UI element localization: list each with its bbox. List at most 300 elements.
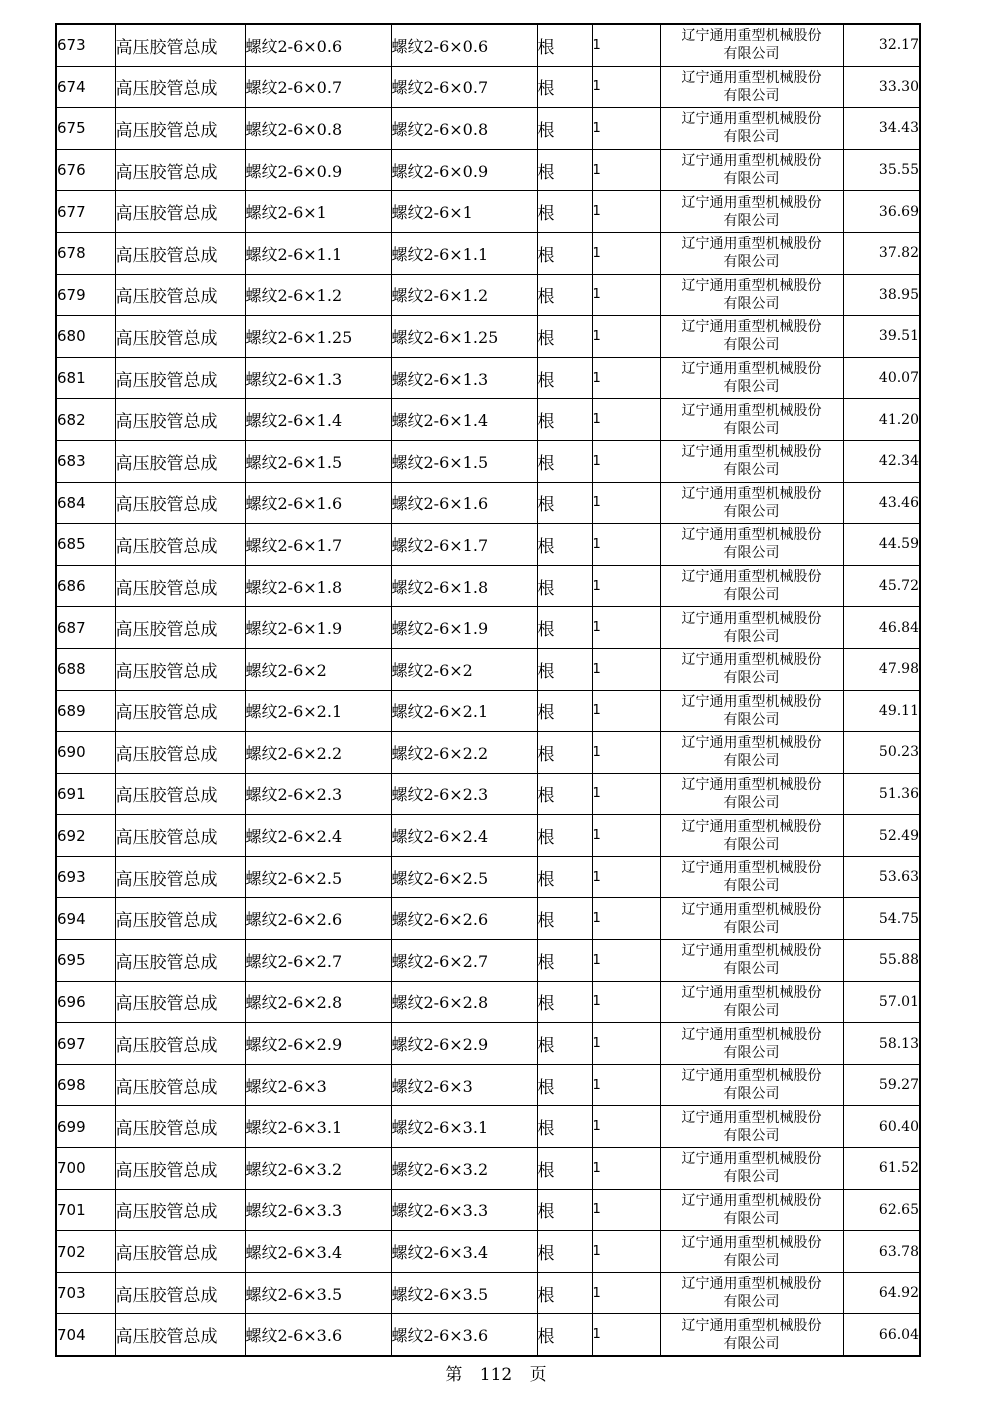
supplier-cell: [660, 399, 843, 441]
unit-price-cell: 57.01: [843, 981, 920, 1023]
unit-cell: 根: [537, 149, 592, 191]
model-cell: 螺纹2-6×1.2: [391, 274, 537, 316]
supplier-line: 有限公司: [723, 87, 780, 104]
supplier-cell: [660, 1314, 843, 1356]
footer-prefix: 第: [445, 1365, 463, 1385]
product-name-cell: 高压胶管总成: [115, 440, 245, 482]
model-cell: 螺纹2-6×1.25: [391, 316, 537, 358]
row-number-cell: 703: [56, 1272, 115, 1314]
product-name-cell: 高压胶管总成: [115, 732, 245, 774]
spec-cell: 螺纹2-6×1.2: [245, 274, 391, 316]
quantity-cell: 1: [592, 648, 660, 690]
product-name-cell: 高压胶管总成: [115, 482, 245, 524]
unit-price-cell: 46.84: [843, 607, 920, 649]
unit-cell: 根: [537, 1106, 592, 1148]
row-number-cell: 700: [56, 1148, 115, 1190]
supplier-cell: [660, 898, 843, 940]
supplier-cell: [660, 440, 843, 482]
supplier-line: 有限公司: [723, 878, 780, 895]
supplier-line: 有限公司: [723, 794, 780, 811]
row-number-cell: 698: [56, 1064, 115, 1106]
supplier-cell: [660, 732, 843, 774]
unit-cell: 根: [537, 732, 592, 774]
supplier-line: 辽宁通用重型机械股份: [681, 111, 822, 128]
product-name-cell: 高压胶管总成: [115, 940, 245, 982]
table-row: [56, 607, 920, 649]
unit-price-cell: 53.63: [843, 856, 920, 898]
spec-cell: 螺纹2-6×3.3: [245, 1189, 391, 1231]
unit-cell: 根: [537, 191, 592, 233]
row-number-cell: 688: [56, 648, 115, 690]
unit-cell: 根: [537, 1272, 592, 1314]
row-number-cell: 682: [56, 399, 115, 441]
supplier-line: 有限公司: [723, 628, 780, 645]
model-cell: 螺纹2-6×2.2: [391, 732, 537, 774]
row-number-cell: 684: [56, 482, 115, 524]
unit-cell: 根: [537, 815, 592, 857]
quantity-cell: 1: [592, 732, 660, 774]
spec-cell: 螺纹2-6×2.9: [245, 1023, 391, 1065]
product-name-cell: 高压胶管总成: [115, 898, 245, 940]
supplier-line: 辽宁通用重型机械股份: [681, 485, 822, 502]
quantity-cell: 1: [592, 1106, 660, 1148]
quantity-cell: 1: [592, 524, 660, 566]
quantity-cell: 1: [592, 108, 660, 150]
product-name-cell: 高压胶管总成: [115, 191, 245, 233]
supplier-line: 辽宁通用重型机械股份: [681, 818, 822, 835]
supplier-line: 有限公司: [723, 171, 780, 188]
row-number-cell: 696: [56, 981, 115, 1023]
quantity-cell: 1: [592, 482, 660, 524]
unit-cell: 根: [537, 524, 592, 566]
spec-cell: 螺纹2-6×0.7: [245, 66, 391, 108]
table-row: [56, 981, 920, 1023]
unit-cell: 根: [537, 1023, 592, 1065]
table-row: [56, 1064, 920, 1106]
unit-price-cell: 49.11: [843, 690, 920, 732]
supplier-line: 有限公司: [723, 587, 780, 604]
product-name-cell: 高压胶管总成: [115, 856, 245, 898]
unit-cell: 根: [537, 316, 592, 358]
table-row: [56, 690, 920, 732]
spec-cell: 螺纹2-6×1.6: [245, 482, 391, 524]
model-cell: 螺纹2-6×1.3: [391, 357, 537, 399]
spec-cell: 螺纹2-6×0.8: [245, 108, 391, 150]
supplier-line: 辽宁通用重型机械股份: [681, 153, 822, 170]
unit-cell: 根: [537, 1148, 592, 1190]
supplier-cell: [660, 524, 843, 566]
unit-price-cell: 58.13: [843, 1023, 920, 1065]
unit-price-cell: 63.78: [843, 1231, 920, 1273]
table-row: [56, 482, 920, 524]
table-row: [56, 898, 920, 940]
supplier-line: 有限公司: [723, 961, 780, 978]
unit-price-cell: 66.04: [843, 1314, 920, 1356]
table-row: [56, 815, 920, 857]
supplier-cell: [660, 149, 843, 191]
supplier-line: 辽宁通用重型机械股份: [681, 527, 822, 544]
supplier-line: 有限公司: [723, 1169, 780, 1186]
spec-cell: 螺纹2-6×2.4: [245, 815, 391, 857]
quantity-cell: 1: [592, 232, 660, 274]
supplier-line: 有限公司: [723, 1127, 780, 1144]
quantity-cell: 1: [592, 607, 660, 649]
supplier-line: 有限公司: [723, 1210, 780, 1227]
table-row: [56, 1189, 920, 1231]
spec-cell: 螺纹2-6×1.9: [245, 607, 391, 649]
quantity-cell: 1: [592, 815, 660, 857]
model-cell: 螺纹2-6×1.9: [391, 607, 537, 649]
unit-price-cell: 32.17: [843, 24, 920, 66]
model-cell: 螺纹2-6×1.6: [391, 482, 537, 524]
spec-cell: 螺纹2-6×2.1: [245, 690, 391, 732]
supplier-line: 辽宁通用重型机械股份: [681, 1234, 822, 1251]
supplier-cell: [660, 690, 843, 732]
quantity-cell: 1: [592, 357, 660, 399]
unit-price-cell: 45.72: [843, 565, 920, 607]
supplier-line: 有限公司: [723, 462, 780, 479]
model-cell: 螺纹2-6×2.3: [391, 773, 537, 815]
supplier-line: 有限公司: [723, 1335, 780, 1352]
unit-cell: 根: [537, 690, 592, 732]
row-number-cell: 689: [56, 690, 115, 732]
supplier-cell: [660, 648, 843, 690]
model-cell: 螺纹2-6×3.3: [391, 1189, 537, 1231]
table-row: [56, 66, 920, 108]
page-number: 112: [479, 1365, 513, 1385]
unit-cell: 根: [537, 981, 592, 1023]
supplier-cell: [660, 981, 843, 1023]
spec-cell: 螺纹2-6×1.5: [245, 440, 391, 482]
supplier-line: 辽宁通用重型机械股份: [681, 1068, 822, 1085]
product-name-cell: 高压胶管总成: [115, 1106, 245, 1148]
quantity-cell: 1: [592, 1023, 660, 1065]
model-cell: 螺纹2-6×2.8: [391, 981, 537, 1023]
supplier-line: 有限公司: [723, 1252, 780, 1269]
table-row: [56, 357, 920, 399]
supplier-line: 辽宁通用重型机械股份: [681, 277, 822, 294]
supplier-cell: [660, 1064, 843, 1106]
table-row: [56, 1272, 920, 1314]
table-row: [56, 1231, 920, 1273]
spec-cell: 螺纹2-6×2.8: [245, 981, 391, 1023]
spec-cell: 螺纹2-6×2: [245, 648, 391, 690]
product-name-cell: 高压胶管总成: [115, 1231, 245, 1273]
model-cell: 螺纹2-6×1.4: [391, 399, 537, 441]
model-cell: 螺纹2-6×0.8: [391, 108, 537, 150]
product-name-cell: 高压胶管总成: [115, 1023, 245, 1065]
row-number-cell: 679: [56, 274, 115, 316]
supplier-line: 辽宁通用重型机械股份: [681, 402, 822, 419]
supplier-line: 有限公司: [723, 545, 780, 562]
model-cell: 螺纹2-6×3.2: [391, 1148, 537, 1190]
quantity-cell: 1: [592, 1314, 660, 1356]
supplier-line: 辽宁通用重型机械股份: [681, 860, 822, 877]
spec-cell: 螺纹2-6×3.2: [245, 1148, 391, 1190]
row-number-cell: 676: [56, 149, 115, 191]
table-row: [56, 773, 920, 815]
product-name-cell: 高压胶管总成: [115, 232, 245, 274]
model-cell: 螺纹2-6×0.9: [391, 149, 537, 191]
quantity-cell: 1: [592, 856, 660, 898]
quantity-cell: 1: [592, 940, 660, 982]
quantity-cell: 1: [592, 690, 660, 732]
model-cell: 螺纹2-6×3.6: [391, 1314, 537, 1356]
quantity-cell: 1: [592, 1231, 660, 1273]
supplier-line: 辽宁通用重型机械股份: [681, 444, 822, 461]
supplier-line: 有限公司: [723, 46, 780, 63]
quantity-cell: 1: [592, 898, 660, 940]
quantity-cell: 1: [592, 191, 660, 233]
product-name-cell: 高压胶管总成: [115, 149, 245, 191]
supplier-cell: [660, 108, 843, 150]
row-number-cell: 691: [56, 773, 115, 815]
quantity-cell: 1: [592, 1189, 660, 1231]
unit-price-cell: 41.20: [843, 399, 920, 441]
unit-price-cell: 34.43: [843, 108, 920, 150]
spec-cell: 螺纹2-6×3.1: [245, 1106, 391, 1148]
supplier-line: 辽宁通用重型机械股份: [681, 652, 822, 669]
supplier-line: 有限公司: [723, 295, 780, 312]
supplier-line: 有限公司: [723, 836, 780, 853]
supplier-cell: [660, 565, 843, 607]
unit-cell: 根: [537, 440, 592, 482]
unit-price-cell: 40.07: [843, 357, 920, 399]
row-number-cell: 695: [56, 940, 115, 982]
product-name-cell: 高压胶管总成: [115, 1189, 245, 1231]
spec-cell: 螺纹2-6×2.5: [245, 856, 391, 898]
supplier-line: 辽宁通用重型机械股份: [681, 1151, 822, 1168]
quantity-cell: 1: [592, 66, 660, 108]
model-cell: 螺纹2-6×3.4: [391, 1231, 537, 1273]
supplier-line: 辽宁通用重型机械股份: [681, 610, 822, 627]
table-row: [56, 1023, 920, 1065]
row-number-cell: 704: [56, 1314, 115, 1356]
table-row: [56, 1106, 920, 1148]
row-number-cell: 687: [56, 607, 115, 649]
product-name-cell: 高压胶管总成: [115, 24, 245, 66]
table-row: [56, 856, 920, 898]
row-number-cell: 675: [56, 108, 115, 150]
row-number-cell: 683: [56, 440, 115, 482]
quantity-cell: 1: [592, 1064, 660, 1106]
supplier-line: 辽宁通用重型机械股份: [681, 69, 822, 86]
model-cell: 螺纹2-6×3: [391, 1064, 537, 1106]
model-cell: 螺纹2-6×1.7: [391, 524, 537, 566]
row-number-cell: 685: [56, 524, 115, 566]
supplier-line: 有限公司: [723, 379, 780, 396]
supplier-line: 有限公司: [723, 1294, 780, 1311]
unit-cell: 根: [537, 66, 592, 108]
supplier-line: 有限公司: [723, 670, 780, 687]
table-row: [56, 732, 920, 774]
row-number-cell: 699: [56, 1106, 115, 1148]
supplier-line: 辽宁通用重型机械股份: [681, 569, 822, 586]
model-cell: 螺纹2-6×2.7: [391, 940, 537, 982]
unit-price-cell: 64.92: [843, 1272, 920, 1314]
product-name-cell: 高压胶管总成: [115, 1272, 245, 1314]
model-cell: 螺纹2-6×2.5: [391, 856, 537, 898]
product-name-cell: 高压胶管总成: [115, 815, 245, 857]
supplier-line: 辽宁通用重型机械股份: [681, 1317, 822, 1334]
unit-price-cell: 39.51: [843, 316, 920, 358]
supplier-cell: [660, 1106, 843, 1148]
unit-cell: 根: [537, 482, 592, 524]
supplier-line: 有限公司: [723, 1086, 780, 1103]
spec-cell: 螺纹2-6×1.7: [245, 524, 391, 566]
model-cell: 螺纹2-6×3.1: [391, 1106, 537, 1148]
table-row: [56, 940, 920, 982]
quantity-cell: 1: [592, 440, 660, 482]
unit-cell: 根: [537, 1064, 592, 1106]
unit-cell: 根: [537, 773, 592, 815]
unit-price-cell: 47.98: [843, 648, 920, 690]
spec-cell: 螺纹2-6×3.5: [245, 1272, 391, 1314]
table-row: [56, 108, 920, 150]
spec-cell: 螺纹2-6×1: [245, 191, 391, 233]
unit-price-cell: 37.82: [843, 232, 920, 274]
supplier-cell: [660, 607, 843, 649]
supplier-cell: [660, 482, 843, 524]
supplier-line: 有限公司: [723, 1044, 780, 1061]
row-number-cell: 690: [56, 732, 115, 774]
row-number-cell: 692: [56, 815, 115, 857]
model-cell: 螺纹2-6×2.4: [391, 815, 537, 857]
row-number-cell: 673: [56, 24, 115, 66]
row-number-cell: 693: [56, 856, 115, 898]
spec-cell: 螺纹2-6×1.8: [245, 565, 391, 607]
product-name-cell: 高压胶管总成: [115, 274, 245, 316]
unit-cell: 根: [537, 648, 592, 690]
supplier-line: 辽宁通用重型机械股份: [681, 361, 822, 378]
supplier-line: 有限公司: [723, 129, 780, 146]
supplier-cell: [660, 815, 843, 857]
supplier-line: 辽宁通用重型机械股份: [681, 984, 822, 1001]
row-number-cell: 681: [56, 357, 115, 399]
product-name-cell: 高压胶管总成: [115, 773, 245, 815]
spec-cell: 螺纹2-6×1.25: [245, 316, 391, 358]
spec-cell: 螺纹2-6×1.4: [245, 399, 391, 441]
supplier-line: 有限公司: [723, 753, 780, 770]
model-cell: 螺纹2-6×2: [391, 648, 537, 690]
spec-cell: 螺纹2-6×2.2: [245, 732, 391, 774]
unit-price-cell: 55.88: [843, 940, 920, 982]
supplier-line: 辽宁通用重型机械股份: [681, 28, 822, 45]
supplier-cell: [660, 1023, 843, 1065]
table-row: [56, 232, 920, 274]
quantity-cell: 1: [592, 399, 660, 441]
product-name-cell: 高压胶管总成: [115, 1064, 245, 1106]
quantity-cell: 1: [592, 316, 660, 358]
product-name-cell: 高压胶管总成: [115, 108, 245, 150]
spec-cell: 螺纹2-6×1.1: [245, 232, 391, 274]
model-cell: 螺纹2-6×2.1: [391, 690, 537, 732]
spec-cell: 螺纹2-6×2.3: [245, 773, 391, 815]
unit-cell: 根: [537, 399, 592, 441]
unit-cell: 根: [537, 940, 592, 982]
table-row: [56, 24, 920, 66]
quantity-cell: 1: [592, 24, 660, 66]
quantity-cell: 1: [592, 1148, 660, 1190]
model-cell: 螺纹2-6×1.5: [391, 440, 537, 482]
supplier-cell: [660, 1231, 843, 1273]
supplier-cell: [660, 191, 843, 233]
unit-price-cell: 50.23: [843, 732, 920, 774]
supplier-line: 有限公司: [723, 420, 780, 437]
supplier-line: 辽宁通用重型机械股份: [681, 735, 822, 752]
table-row: [56, 191, 920, 233]
supplier-line: 有限公司: [723, 337, 780, 354]
unit-cell: 根: [537, 1231, 592, 1273]
row-number-cell: 701: [56, 1189, 115, 1231]
model-cell: 螺纹2-6×1.8: [391, 565, 537, 607]
supplier-cell: [660, 66, 843, 108]
footer-suffix: 页: [529, 1365, 547, 1385]
unit-price-cell: 61.52: [843, 1148, 920, 1190]
spec-cell: 螺纹2-6×2.6: [245, 898, 391, 940]
quantity-cell: 1: [592, 274, 660, 316]
product-name-cell: 高压胶管总成: [115, 357, 245, 399]
price-table: [55, 23, 921, 1357]
model-cell: 螺纹2-6×2.6: [391, 898, 537, 940]
row-number-cell: 677: [56, 191, 115, 233]
table-row: [56, 399, 920, 441]
supplier-line: 辽宁通用重型机械股份: [681, 236, 822, 253]
unit-cell: 根: [537, 898, 592, 940]
supplier-cell: [660, 1272, 843, 1314]
unit-cell: 根: [537, 108, 592, 150]
supplier-line: 辽宁通用重型机械股份: [681, 1026, 822, 1043]
unit-cell: 根: [537, 1189, 592, 1231]
unit-cell: 根: [537, 274, 592, 316]
quantity-cell: 1: [592, 149, 660, 191]
unit-price-cell: 54.75: [843, 898, 920, 940]
row-number-cell: 674: [56, 66, 115, 108]
unit-price-cell: 44.59: [843, 524, 920, 566]
unit-cell: 根: [537, 607, 592, 649]
table-row: [56, 565, 920, 607]
supplier-cell: [660, 274, 843, 316]
supplier-cell: [660, 940, 843, 982]
unit-price-cell: 38.95: [843, 274, 920, 316]
table-row: [56, 440, 920, 482]
supplier-cell: [660, 856, 843, 898]
table-body: [56, 24, 920, 1356]
unit-cell: 根: [537, 357, 592, 399]
product-name-cell: 高压胶管总成: [115, 690, 245, 732]
product-name-cell: 高压胶管总成: [115, 316, 245, 358]
supplier-line: 辽宁通用重型机械股份: [681, 1109, 822, 1126]
unit-cell: 根: [537, 24, 592, 66]
supplier-line: 辽宁通用重型机械股份: [681, 194, 822, 211]
supplier-cell: [660, 773, 843, 815]
supplier-line: 辽宁通用重型机械股份: [681, 1276, 822, 1293]
quantity-cell: 1: [592, 1272, 660, 1314]
unit-price-cell: 43.46: [843, 482, 920, 524]
table-row: [56, 1314, 920, 1356]
spec-cell: 螺纹2-6×3.6: [245, 1314, 391, 1356]
unit-price-cell: 52.49: [843, 815, 920, 857]
row-number-cell: 678: [56, 232, 115, 274]
row-number-cell: 694: [56, 898, 115, 940]
row-number-cell: 680: [56, 316, 115, 358]
spec-cell: 螺纹2-6×3.4: [245, 1231, 391, 1273]
supplier-cell: [660, 1189, 843, 1231]
model-cell: 螺纹2-6×0.7: [391, 66, 537, 108]
model-cell: 螺纹2-6×1.1: [391, 232, 537, 274]
supplier-cell: [660, 316, 843, 358]
supplier-line: 有限公司: [723, 212, 780, 229]
